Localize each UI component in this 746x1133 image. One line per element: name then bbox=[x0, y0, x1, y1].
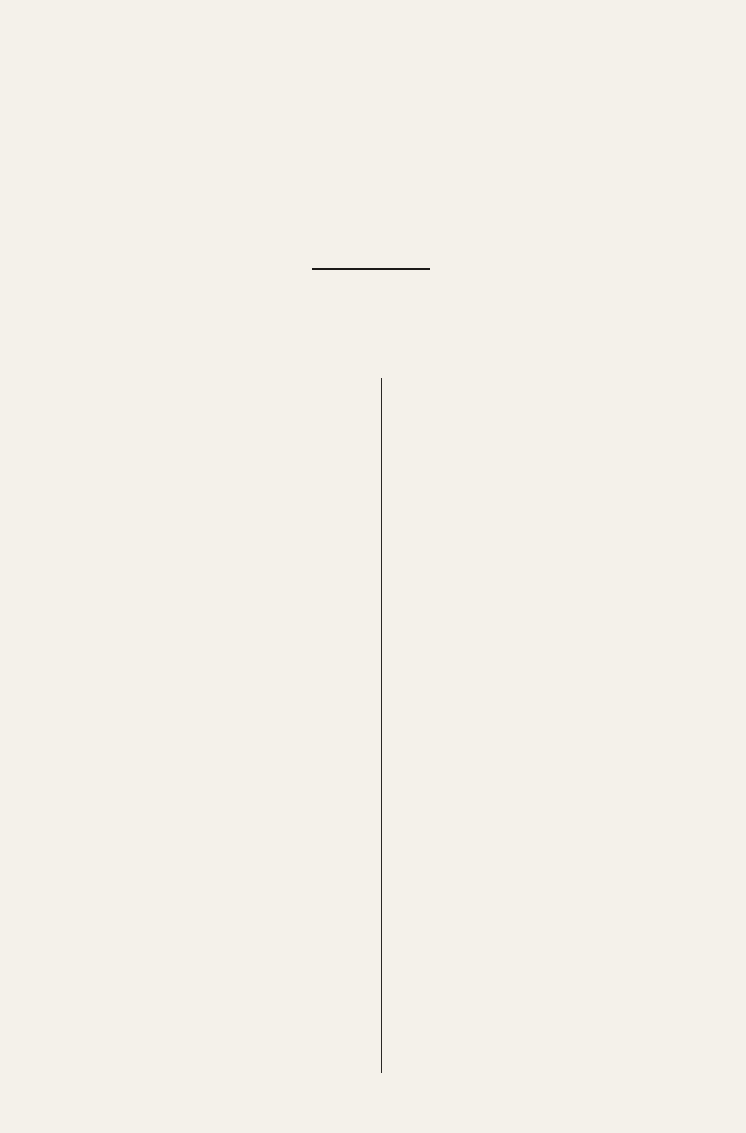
section-divider bbox=[312, 268, 430, 270]
column-divider bbox=[381, 378, 382, 1073]
page-header bbox=[54, 46, 694, 70]
